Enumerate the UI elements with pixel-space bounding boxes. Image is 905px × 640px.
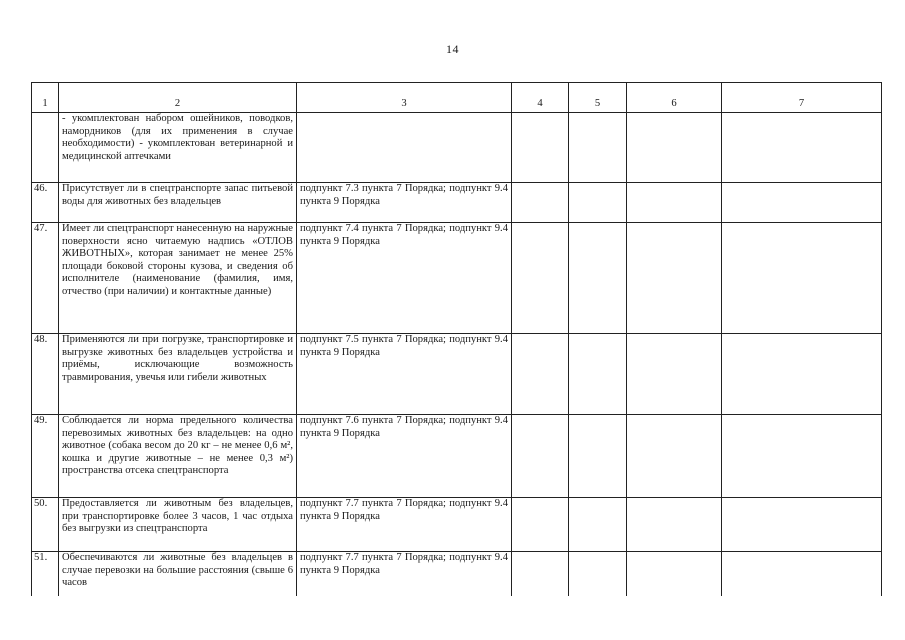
note-cell bbox=[722, 498, 882, 552]
question-cell: Предоставляется ли животным без владельцев, при транспортировке более 3 часов, 1 час отдыха без выгрузки из спецтранспорта bbox=[59, 498, 297, 552]
note-cell bbox=[722, 183, 882, 223]
row-number: 46. bbox=[32, 183, 59, 223]
answer-cell bbox=[512, 334, 569, 415]
note-cell bbox=[722, 415, 882, 498]
reference-cell: подпункт 7.3 пункта 7 Порядка; подпункт 9.4 пункта 9 Порядка bbox=[297, 183, 512, 223]
question-cell: Присутствует ли в спецтранспорте запас питьевой воды для животных без владельцев bbox=[59, 183, 297, 223]
answer-cell bbox=[512, 113, 569, 183]
answer-cell bbox=[512, 415, 569, 498]
row-number: 48. bbox=[32, 334, 59, 415]
row-number: 50. bbox=[32, 498, 59, 552]
note-cell bbox=[722, 223, 882, 334]
table-row bbox=[32, 552, 882, 596]
header-col-1: 1 bbox=[32, 83, 59, 113]
answer-cell bbox=[569, 223, 627, 334]
row-number bbox=[32, 113, 59, 183]
answer-cell bbox=[627, 552, 722, 596]
table-row bbox=[32, 415, 882, 498]
answer-cell bbox=[512, 223, 569, 334]
checklist-table bbox=[31, 82, 882, 596]
question-cell: - укомплектован набором ошейников, поводков, намордников (для их применения в случае необходимости) - укомплектован ветеринарной и медицинской аптечками bbox=[59, 113, 297, 183]
row-number: 49. bbox=[32, 415, 59, 498]
header-col-2: 2 bbox=[59, 83, 297, 113]
reference-cell: подпункт 7.7 пункта 7 Порядка; подпункт 9.4 пункта 9 Порядка bbox=[297, 552, 512, 596]
answer-cell bbox=[627, 223, 722, 334]
reference-cell: подпункт 7.5 пункта 7 Порядка; подпункт 9.4 пункта 9 Порядка bbox=[297, 334, 512, 415]
header-col-6: 6 bbox=[627, 83, 722, 113]
header-col-5: 5 bbox=[569, 83, 627, 113]
answer-cell bbox=[627, 498, 722, 552]
reference-cell: подпункт 7.6 пункта 7 Порядка; подпункт 9.4 пункта 9 Порядка bbox=[297, 415, 512, 498]
question-cell: Имеет ли спецтранспорт нанесенную на наружные поверхности ясно читаемую надпись «ОТЛОВ ЖИВОТНЫХ», которая занимает не менее 25% площади боковой стороны кузова, и сведения об исполнителе (наименование (фамилия, имя, отчество (при наличии) и контактные данные) bbox=[59, 223, 297, 334]
note-cell bbox=[722, 552, 882, 596]
page-number: 14 bbox=[446, 42, 459, 56]
answer-cell bbox=[569, 113, 627, 183]
reference-cell bbox=[297, 113, 512, 183]
table-row bbox=[32, 334, 882, 415]
reference-cell: подпункт 7.7 пункта 7 Порядка; подпункт 9.4 пункта 9 Порядка bbox=[297, 498, 512, 552]
header-row bbox=[32, 83, 882, 113]
answer-cell bbox=[569, 415, 627, 498]
answer-cell bbox=[627, 334, 722, 415]
row-number: 47. bbox=[32, 223, 59, 334]
row-number: 51. bbox=[32, 552, 59, 596]
question-cell: Соблюдается ли норма предельного количества перевозимых животных без владельцев: на одно животное (собака весом до 20 кг – не менее 0,6 м², кошка и другие животные – не менее 0,3 м²) пространства отсека спецтранспорта bbox=[59, 415, 297, 498]
answer-cell bbox=[512, 183, 569, 223]
header-col-7: 7 bbox=[722, 83, 882, 113]
header-col-4: 4 bbox=[512, 83, 569, 113]
answer-cell bbox=[569, 498, 627, 552]
header-col-3: 3 bbox=[297, 83, 512, 113]
reference-cell: подпункт 7.4 пункта 7 Порядка; подпункт 9.4 пункта 9 Порядка bbox=[297, 223, 512, 334]
answer-cell bbox=[569, 552, 627, 596]
table-row bbox=[32, 223, 882, 334]
note-cell bbox=[722, 113, 882, 183]
note-cell bbox=[722, 334, 882, 415]
answer-cell bbox=[512, 552, 569, 596]
table-row bbox=[32, 183, 882, 223]
table-row bbox=[32, 498, 882, 552]
answer-cell bbox=[627, 415, 722, 498]
answer-cell bbox=[627, 113, 722, 183]
table-row bbox=[32, 113, 882, 183]
question-cell: Применяются ли при погрузке, транспортировке и выгрузке животных без владельцев устройства и приёмы, исключающие возможность травмирования, увечья или гибели животных bbox=[59, 334, 297, 415]
answer-cell bbox=[627, 183, 722, 223]
answer-cell bbox=[569, 334, 627, 415]
answer-cell bbox=[569, 183, 627, 223]
answer-cell bbox=[512, 498, 569, 552]
question-cell: Обеспечиваются ли животные без владельцев в случае перевозки на большие расстояния (свыше 6 часов bbox=[59, 552, 297, 596]
